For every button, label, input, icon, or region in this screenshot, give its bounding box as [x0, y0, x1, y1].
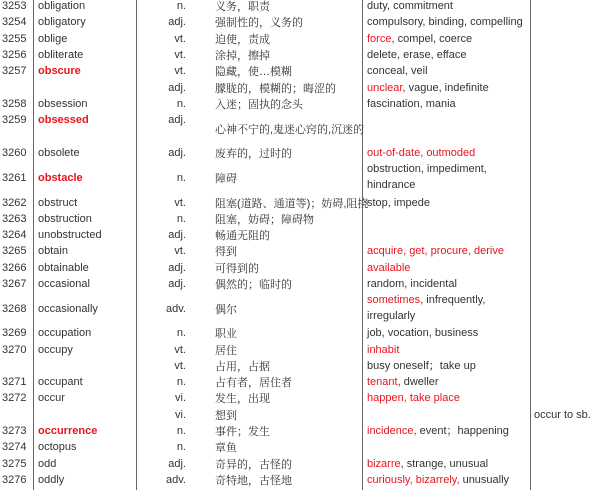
synonym-list [367, 0, 453, 14]
part-of-speech: n. [176, 212, 186, 225]
headword: obsessed [38, 114, 89, 127]
chinese-definition: 强制性的，义务的 [215, 17, 303, 30]
synonym-list [367, 325, 478, 341]
synonym: unusually [459, 473, 510, 486]
synonym-list [367, 80, 489, 96]
chinese-definition: 想到 [215, 409, 237, 422]
synonym: random, incidental [367, 278, 457, 290]
synonym-list [367, 31, 472, 47]
headword: obstacle [38, 171, 83, 184]
entry-number: 3260 [2, 147, 27, 160]
entry-number: 3263 [2, 212, 27, 225]
entry-number: 3268 [2, 302, 27, 315]
part-of-speech: vt. [174, 343, 186, 356]
table-row [0, 194, 600, 210]
entry-number: 3266 [2, 261, 27, 274]
synonym: , compel, coerce [391, 32, 473, 45]
entry-number: 3264 [2, 229, 27, 242]
synonyms [367, 439, 527, 455]
chinese-definition: 隐藏，使…模糊 [215, 66, 292, 79]
table-row [0, 31, 600, 47]
headword: obliterate [38, 49, 84, 62]
key-synonym: available [367, 261, 411, 274]
chinese-definition: 心神不宁的,鬼迷心窍的,沉迷的 [215, 123, 365, 136]
headword: occupant [38, 376, 83, 389]
part-of-speech: adj. [168, 81, 186, 94]
synonym: compulsory, binding, compelling [367, 16, 523, 29]
synonym-list [367, 358, 476, 374]
table-row [0, 439, 600, 455]
chinese-definition: 占用，占据 [215, 360, 270, 373]
headword: obligatory [38, 16, 86, 29]
part-of-speech: n. [176, 0, 186, 13]
chinese-definition: 朦胧的，模糊的；晦涩的 [215, 82, 336, 95]
synonyms [367, 145, 527, 161]
headword: obstruct [38, 196, 78, 209]
synonym: , event；happening [413, 425, 509, 438]
headword: obstruction [38, 212, 92, 225]
entry-number: 3272 [2, 392, 27, 405]
synonyms [367, 407, 527, 423]
table-row [0, 358, 600, 374]
part-of-speech: vi. [175, 392, 186, 405]
headword: obsession [38, 97, 88, 110]
synonyms [367, 423, 527, 439]
chinese-definition: 奇异的，古怪的 [215, 458, 292, 471]
table-row [0, 227, 600, 243]
synonym: , vague, indefinite [402, 81, 489, 94]
synonym-list [367, 390, 460, 406]
synonym-list [367, 47, 466, 63]
part-of-speech: vt. [174, 65, 186, 78]
chinese-definition: 阻塞(道路、通道等)；妨碍,阻挠 [215, 197, 369, 210]
chinese-definition: 章鱼 [215, 442, 237, 455]
entry-number: 3259 [2, 114, 27, 127]
synonyms [367, 276, 527, 292]
synonyms [367, 96, 527, 112]
part-of-speech: n. [176, 376, 186, 389]
part-of-speech: vt. [174, 359, 186, 372]
headword: occupy [38, 343, 73, 356]
chinese-definition: 障碍 [215, 172, 237, 185]
synonyms [367, 325, 527, 341]
headword: occasionally [38, 302, 98, 315]
part-of-speech: n. [176, 441, 186, 454]
table-row [0, 96, 600, 112]
entry-number: 3257 [2, 65, 27, 78]
table-row [0, 243, 600, 259]
table-row [0, 325, 600, 341]
chinese-definition: 发生，出现 [215, 393, 270, 406]
synonyms [367, 161, 527, 194]
synonyms [367, 374, 527, 390]
synonym-list [367, 456, 488, 472]
synonyms [367, 358, 527, 374]
synonyms [367, 292, 527, 325]
headword: obsolete [38, 147, 80, 160]
headword [38, 407, 134, 423]
entry-number: 3274 [2, 441, 27, 454]
part-of-speech: n. [176, 425, 186, 438]
synonyms [367, 0, 527, 14]
table-row [0, 161, 600, 194]
entry-number [2, 407, 32, 423]
table-row [0, 112, 600, 145]
part-of-speech: adj. [168, 147, 186, 160]
headword: obscure [38, 65, 81, 78]
headword: odd [38, 457, 57, 470]
key-synonym: inhabit [367, 343, 400, 356]
synonym-list [367, 423, 509, 439]
entry-number: 3258 [2, 97, 27, 110]
entry-number: 3270 [2, 343, 27, 356]
synonyms [367, 47, 527, 63]
key-synonym: bizarre [367, 457, 401, 470]
part-of-speech: vi. [175, 408, 186, 421]
synonym: obstruction, impediment, hindrance [367, 163, 487, 192]
entry-number: 3253 [2, 0, 27, 13]
part-of-speech: adj. [168, 278, 186, 290]
synonyms [367, 227, 527, 243]
synonyms [367, 31, 527, 47]
entry-number: 3269 [2, 327, 27, 340]
synonym-list [367, 260, 410, 276]
entry-number: 3273 [2, 425, 27, 438]
key-synonym: acquire, get, procure, derive [367, 245, 504, 258]
table-row [0, 292, 600, 325]
synonym-list [367, 14, 523, 30]
headword: occupation [38, 327, 92, 340]
synonym: , infrequently, irregularly [367, 294, 486, 323]
chinese-definition: 涂掉，擦掉 [215, 50, 270, 63]
entry-number: 3265 [2, 245, 27, 258]
table-row [0, 63, 600, 79]
usage-note: occur to sb. [534, 408, 591, 421]
headword [38, 79, 134, 95]
part-of-speech: adj. [168, 261, 186, 274]
synonyms [367, 243, 527, 259]
synonym: , strange, unusual [400, 457, 489, 470]
synonyms [367, 456, 527, 472]
synonyms [367, 390, 527, 406]
headword: obtainable [38, 261, 89, 274]
chinese-definition: 居住 [215, 344, 237, 357]
part-of-speech: vt. [174, 49, 186, 62]
synonyms [367, 260, 527, 276]
table-row [0, 145, 600, 161]
headword: octopus [38, 441, 77, 454]
synonym-list [367, 276, 457, 292]
synonym-list [367, 374, 439, 390]
synonym-list [367, 145, 475, 161]
part-of-speech: vt. [174, 196, 186, 209]
chinese-definition: 可得到的 [215, 262, 259, 275]
synonym: , dweller [397, 376, 439, 389]
chinese-definition: 得到 [215, 246, 237, 259]
part-of-speech: adj. [168, 457, 186, 470]
entry-number: 3271 [2, 376, 27, 389]
entry-number: 3275 [2, 457, 27, 470]
synonym: delete, erase, efface [367, 49, 467, 62]
chinese-definition: 占有者，居住者 [215, 377, 292, 390]
headword: occur [38, 392, 65, 405]
part-of-speech: adv. [166, 473, 186, 486]
chinese-definition: 义务，职责 [215, 1, 270, 14]
synonym: stop, impede [367, 196, 430, 209]
synonym-list [367, 163, 487, 191]
chinese-definition: 偶尔 [215, 303, 237, 316]
part-of-speech: n. [176, 171, 186, 184]
key-synonym: happen, take place [367, 392, 460, 405]
key-synonym: incidence [367, 425, 414, 438]
table-row [0, 14, 600, 30]
part-of-speech: vt. [174, 32, 186, 45]
part-of-speech: adv. [166, 302, 186, 315]
synonym: fascination, mania [367, 97, 456, 110]
headword: obligation [38, 0, 86, 13]
synonym: conceal, veil [367, 65, 428, 78]
headword: oddly [38, 473, 65, 486]
table-row [0, 260, 600, 276]
synonym-list [367, 63, 428, 79]
entry-number: 3267 [2, 278, 27, 290]
synonym: busy oneself；take up [367, 359, 476, 372]
chinese-definition: 畅通无阻的 [215, 230, 270, 243]
entry-number [2, 79, 32, 95]
key-synonym: tenant [367, 376, 398, 389]
table-row [0, 423, 600, 439]
entry-number: 3255 [2, 32, 27, 45]
part-of-speech: adj. [168, 114, 186, 127]
synonyms [367, 341, 527, 357]
chinese-definition: 阻塞，妨碍；障碍物 [215, 213, 314, 226]
key-synonym: unclear [367, 81, 403, 94]
key-synonym: force [367, 32, 392, 45]
table-row [0, 341, 600, 357]
part-of-speech: adj. [168, 16, 186, 29]
headword [38, 358, 134, 374]
entry-number [2, 358, 32, 374]
synonym-list [367, 96, 456, 112]
table-row [0, 472, 600, 488]
synonyms [367, 472, 527, 488]
entry-number: 3276 [2, 473, 27, 486]
part-of-speech: vt. [174, 245, 186, 258]
key-synonym: curiously, bizarrely, [367, 473, 460, 486]
chinese-definition: 事件；发生 [215, 426, 270, 439]
synonym: duty, commitment [367, 0, 453, 13]
part-of-speech: adj. [168, 229, 186, 242]
synonym-list [367, 294, 485, 322]
synonyms [367, 194, 527, 210]
synonym: job, vocation, business [367, 327, 479, 340]
table-row [0, 276, 600, 292]
synonym-list [367, 195, 430, 211]
table-row [0, 374, 600, 390]
synonyms [367, 63, 527, 79]
synonym-list [367, 243, 504, 259]
synonym-list [367, 342, 399, 358]
chinese-definition: 迫使，责成 [215, 33, 270, 46]
part-of-speech: n. [176, 327, 186, 340]
headword: occurrence [38, 425, 98, 438]
chinese-definition: 入迷；固执的念头 [215, 98, 303, 111]
entry-number: 3256 [2, 49, 27, 62]
entry-number: 3261 [2, 171, 27, 184]
synonyms [367, 112, 527, 145]
table-row [0, 0, 600, 14]
table-row [0, 390, 600, 406]
key-synonym: out-of-date, outmoded [367, 147, 476, 160]
synonyms [367, 14, 527, 30]
entry-number: 3262 [2, 196, 27, 209]
headword: unobstructed [38, 229, 102, 242]
table-row [0, 456, 600, 472]
synonym-list [367, 472, 509, 488]
table-row [0, 79, 600, 95]
entry-number: 3254 [2, 16, 27, 29]
chinese-definition: 废弃的，过时的 [215, 148, 292, 161]
synonyms [367, 79, 527, 95]
chinese-definition: 奇特地，古怪地 [215, 474, 292, 487]
part-of-speech: n. [176, 97, 186, 110]
chinese-definition: 职业 [215, 328, 237, 341]
table-row [0, 47, 600, 63]
table-row [0, 407, 600, 423]
headword: oblige [38, 32, 68, 45]
key-synonym: sometimes [367, 294, 421, 307]
table-row [0, 211, 600, 227]
chinese-definition: 偶然的；临时的 [215, 279, 292, 291]
synonyms [367, 211, 527, 227]
headword: obtain [38, 245, 68, 258]
headword: occasional [38, 278, 90, 290]
